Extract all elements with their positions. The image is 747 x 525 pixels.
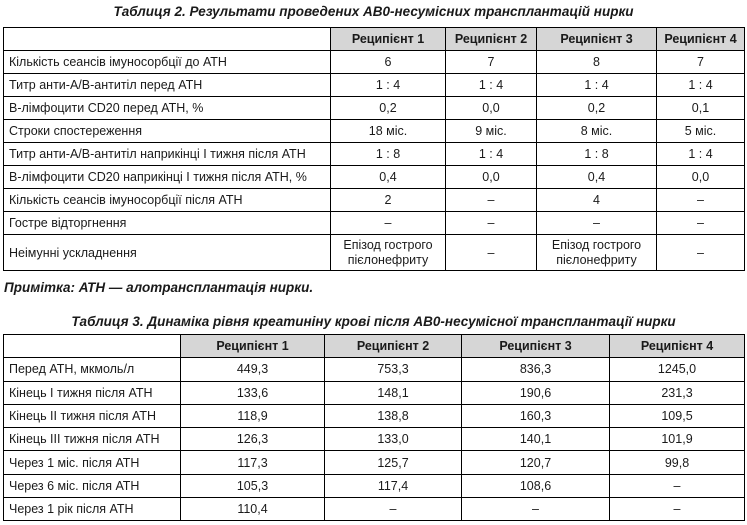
table3 [3,334,745,521]
table-cell: 117,4 [325,474,462,497]
table-cell: 120,7 [462,451,610,474]
row-label: Титр анти-А/В-антитіл наприкінці І тижня після АТН [4,143,331,166]
table-cell: – [657,235,745,271]
table3-header-recipient-2: Реципієнт 2 [325,335,462,358]
table-cell: Епізод гострого пієлонефриту [537,235,657,271]
table2-caption: Таблиця 2. Результати проведених АВ0-несумісних трансплантацій нирки [113,4,634,19]
table-cell: – [610,474,745,497]
row-label: Титр анти-А/В-антитіл перед АТН [4,74,331,97]
table-row [4,212,745,235]
table3-header-recipient-3: Реципієнт 3 [462,335,610,358]
table-cell: – [537,212,657,235]
row-label: Через 6 міс. після АТН [4,474,181,497]
table-cell: 0,0 [657,166,745,189]
table-cell: – [610,498,745,521]
row-label: Перед АТН, мкмоль/л [4,358,181,381]
table-row [4,74,745,97]
table-cell: – [462,498,610,521]
table-cell: 753,3 [325,358,462,381]
table2-header-recipient-1: Реципієнт 1 [331,28,446,51]
table-cell: 1 : 4 [446,74,537,97]
table-cell: 133,0 [325,428,462,451]
table-cell: – [657,212,745,235]
table-row [4,428,745,451]
table-row [4,189,745,212]
table2-header-row [4,28,745,51]
table-cell: 0,0 [446,97,537,120]
table-cell: – [446,189,537,212]
table-cell: 190,6 [462,381,610,404]
table2 [3,27,745,271]
table-cell: 18 міс. [331,120,446,143]
table-cell: 109,5 [610,404,745,427]
table-cell: 0,0 [446,166,537,189]
table-row [4,166,745,189]
table-cell: Епізод гострого пієлонефриту [331,235,446,271]
table-cell: 0,2 [537,97,657,120]
table-cell: 117,3 [181,451,325,474]
table-cell: 836,3 [462,358,610,381]
table-row [4,381,745,404]
table2-header-recipient-2: Реципієнт 2 [446,28,537,51]
table-cell: 1 : 8 [331,143,446,166]
table3-header-recipient-1: Реципієнт 1 [181,335,325,358]
table-cell: 4 [537,189,657,212]
row-label: Кінець ІІІ тижня після АТН [4,428,181,451]
table-cell: 108,6 [462,474,610,497]
table-cell: 2 [331,189,446,212]
table-row [4,474,745,497]
table-cell: – [657,189,745,212]
table-cell: 110,4 [181,498,325,521]
table-cell: 0,4 [331,166,446,189]
table-cell: 1 : 4 [657,74,745,97]
table-cell: – [446,212,537,235]
table-cell: 0,4 [537,166,657,189]
table-cell: 101,9 [610,428,745,451]
row-label: В-лімфоцити CD20 наприкінці І тижня після АТН, % [4,166,331,189]
table-row [4,97,745,120]
table-cell: 1 : 8 [537,143,657,166]
table-cell: 449,3 [181,358,325,381]
table-cell: 133,6 [181,381,325,404]
table-cell: 138,8 [325,404,462,427]
row-label: Неімунні ускладнення [4,235,331,271]
table-cell: 1 : 4 [537,74,657,97]
table3-header-recipient-4: Реципієнт 4 [610,335,745,358]
row-label: Кількість сеансів імуносорбції до АТН [4,51,331,74]
table3-corner-cell [4,335,181,358]
table3-header-row [4,335,745,358]
table-cell: 126,3 [181,428,325,451]
row-label: В-лімфоцити CD20 перед АТН, % [4,97,331,120]
table-cell: 105,3 [181,474,325,497]
table-row [4,235,745,271]
table-cell: 0,2 [331,97,446,120]
row-label: Гостре відторгнення [4,212,331,235]
table-row [4,143,745,166]
table-cell: – [331,212,446,235]
table-cell: 6 [331,51,446,74]
table-cell: 8 [537,51,657,74]
table2-header-recipient-4: Реципієнт 4 [657,28,745,51]
row-label: Кінець ІІ тижня після АТН [4,404,181,427]
table-row [4,451,745,474]
table-cell: 160,3 [462,404,610,427]
table-cell: 231,3 [610,381,745,404]
row-label: Через 1 міс. після АТН [4,451,181,474]
table-cell: 1 : 4 [657,143,745,166]
table-cell: 118,9 [181,404,325,427]
table-cell: 7 [446,51,537,74]
table-row [4,51,745,74]
table3-caption: Таблиця 3. Динаміка рівня креатиніну крові після АВ0-несумісної трансплантації нирки [71,314,676,329]
table-cell: – [325,498,462,521]
table-cell: 140,1 [462,428,610,451]
table2-note: Примітка: АТН — алотрансплантація нирки. [4,280,314,295]
table-cell: 0,1 [657,97,745,120]
table-cell: 1 : 4 [331,74,446,97]
row-label: Кількість сеансів імуносорбції після АТН [4,189,331,212]
table-cell: 9 міс. [446,120,537,143]
table2-header-recipient-3: Реципієнт 3 [537,28,657,51]
table-row [4,358,745,381]
table-cell: 5 міс. [657,120,745,143]
row-label: Кінець І тижня після АТН [4,381,181,404]
table-cell: 1245,0 [610,358,745,381]
table-cell: 8 міс. [537,120,657,143]
table-cell: 99,8 [610,451,745,474]
table-cell: 1 : 4 [446,143,537,166]
table-cell: 148,1 [325,381,462,404]
table2-corner-cell [4,28,331,51]
table-cell: – [446,235,537,271]
row-label: Через 1 рік після АТН [4,498,181,521]
table-cell: 7 [657,51,745,74]
table-row [4,404,745,427]
table-row [4,120,745,143]
table-cell: 125,7 [325,451,462,474]
table-row [4,498,745,521]
row-label: Строки спостереження [4,120,331,143]
